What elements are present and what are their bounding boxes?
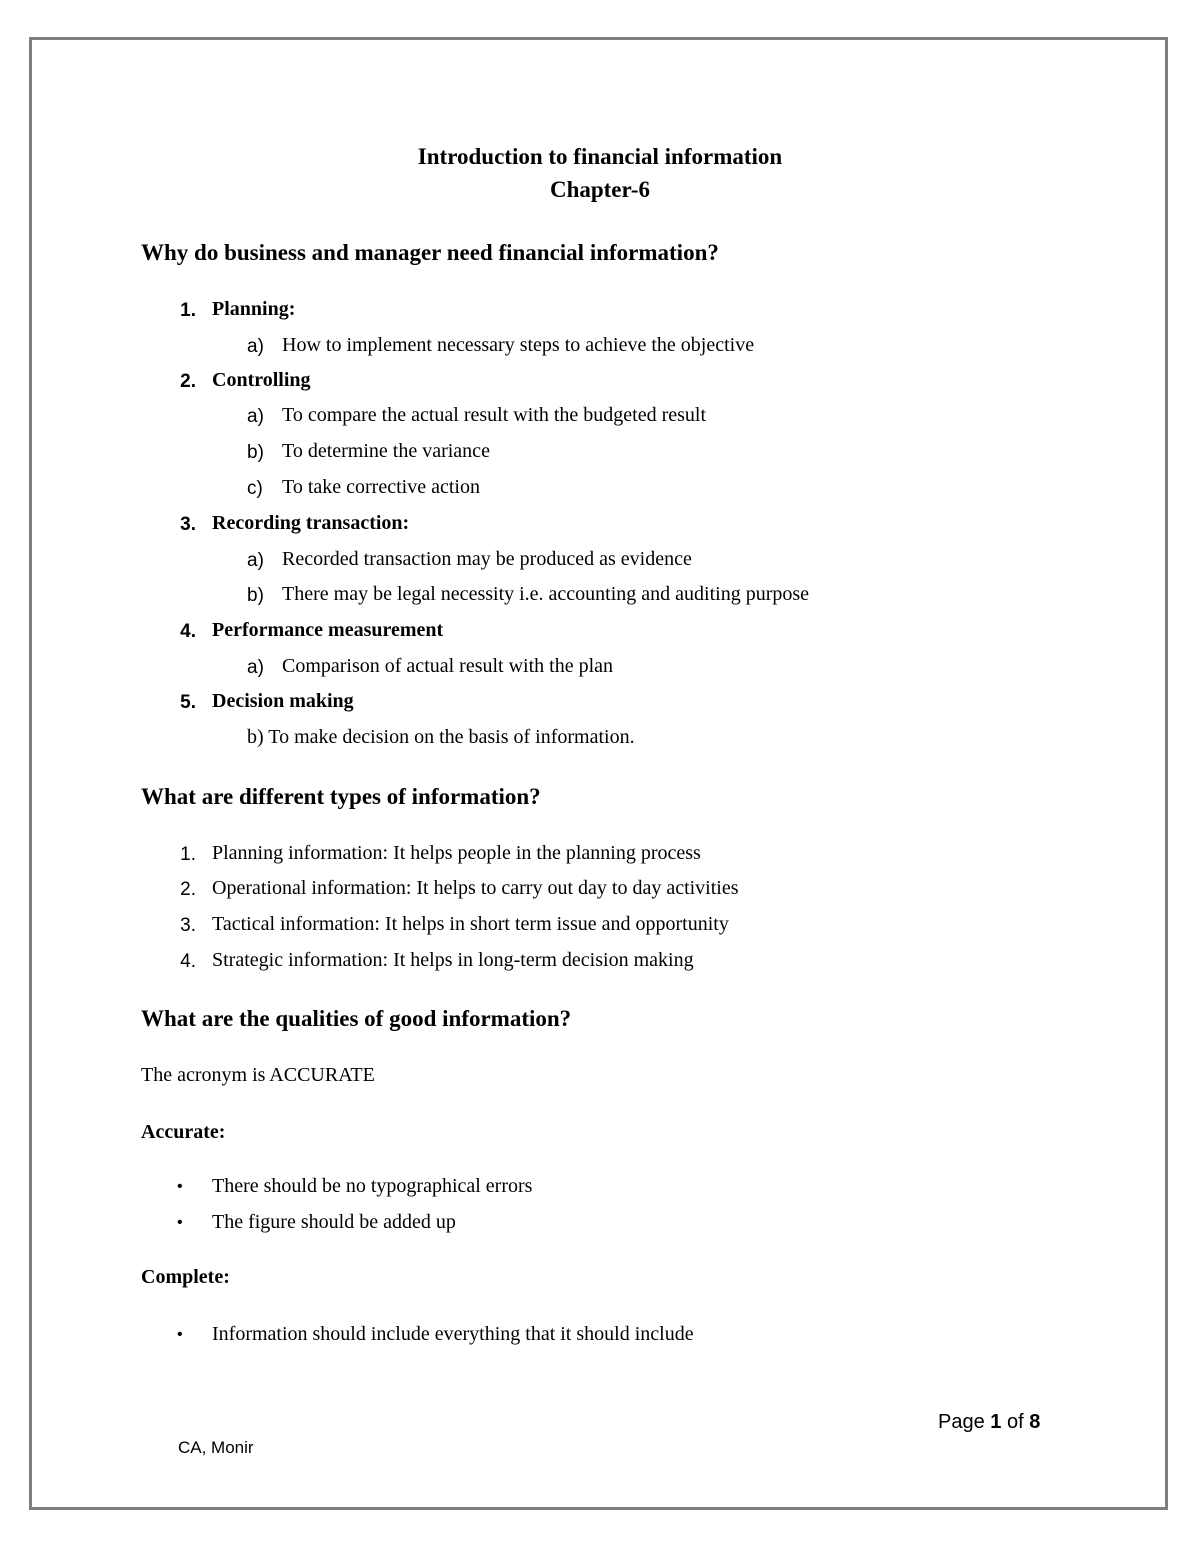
document-title: Introduction to financial information: [417, 144, 783, 169]
chapter-label: Chapter-6: [549, 177, 651, 202]
section2-item-text: Tactical information: It helps in short term issue and opportunity: [212, 913, 729, 935]
accurate-bullet-text: There should be no typographical errors: [212, 1175, 533, 1197]
page-total: 8: [1029, 1411, 1041, 1433]
section1-item-number: 5.: [180, 692, 196, 713]
section1-item-number: 1.: [180, 300, 196, 321]
section1-sub-letter: b): [247, 442, 264, 463]
section1-item-label: Controlling: [212, 369, 311, 391]
acronym-intro: The acronym is ACCURATE: [141, 1064, 375, 1086]
page-number: [938, 1411, 1040, 1434]
section1-item-label: Planning:: [212, 298, 296, 320]
bullet-icon: •: [177, 1326, 183, 1343]
section2-item-number: 4.: [180, 951, 196, 972]
section2-item-number: 3.: [180, 915, 196, 936]
section1-sub-text: To take corrective action: [282, 476, 480, 498]
section1-sub-letter: a): [247, 550, 264, 571]
section1-item-label: Performance measurement: [212, 619, 444, 641]
section3-heading: What are the qualities of good information?: [141, 1006, 572, 1031]
section1-sub-letter: a): [247, 657, 264, 678]
section1-item-number: 2.: [180, 371, 196, 392]
section1-item-label: Recording transaction:: [212, 512, 410, 534]
section2-item-text: Operational information: It helps to carry out day to day activities: [212, 877, 739, 899]
section2-heading: What are different types of information?: [141, 784, 541, 809]
section1-sub-text: To compare the actual result with the budgeted result: [282, 404, 707, 426]
section1-sub-text: b) To make decision on the basis of information.: [247, 726, 635, 748]
section2-item-number: 1.: [180, 844, 196, 865]
section1-item-number: 3.: [180, 514, 196, 535]
section1-sub-text: To determine the variance: [282, 440, 490, 462]
section1-sub-letter: c): [247, 478, 263, 499]
complete-bullet-text: Information should include everything that it should include: [212, 1323, 694, 1345]
bullet-icon: •: [177, 1178, 183, 1195]
bullet-icon: •: [177, 1214, 183, 1231]
complete-label: Complete:: [141, 1266, 230, 1288]
section2-item-text: Planning information: It helps people in the planning process: [212, 842, 701, 864]
section1-item-label: Decision making: [212, 690, 354, 712]
section1-sub-text: How to implement necessary steps to achieve the objective: [282, 334, 755, 356]
accurate-bullet-text: The figure should be added up: [212, 1211, 456, 1233]
section1-item-number: 4.: [180, 621, 196, 642]
section1-sub-text: Comparison of actual result with the plan: [282, 655, 614, 677]
page-current: 1: [990, 1411, 1002, 1433]
accurate-label: Accurate:: [141, 1121, 226, 1143]
page-prefix: Page: [938, 1411, 991, 1433]
section2-item-number: 2.: [180, 879, 196, 900]
section2-item-text: Strategic information: It helps in long-term decision making: [212, 949, 694, 971]
section1-sub-text: There may be legal necessity i.e. accounting and auditing purpose: [282, 583, 810, 605]
section1-sub-letter: b): [247, 585, 264, 606]
section1-heading: Why do business and manager need financial information?: [141, 240, 719, 265]
section1-sub-letter: a): [247, 406, 264, 427]
footer-author: CA, Monir: [178, 1438, 254, 1457]
section1-sub-text: Recorded transaction may be produced as evidence: [282, 548, 692, 570]
section1-sub-letter: a): [247, 336, 264, 357]
page-of: of: [1001, 1411, 1030, 1433]
